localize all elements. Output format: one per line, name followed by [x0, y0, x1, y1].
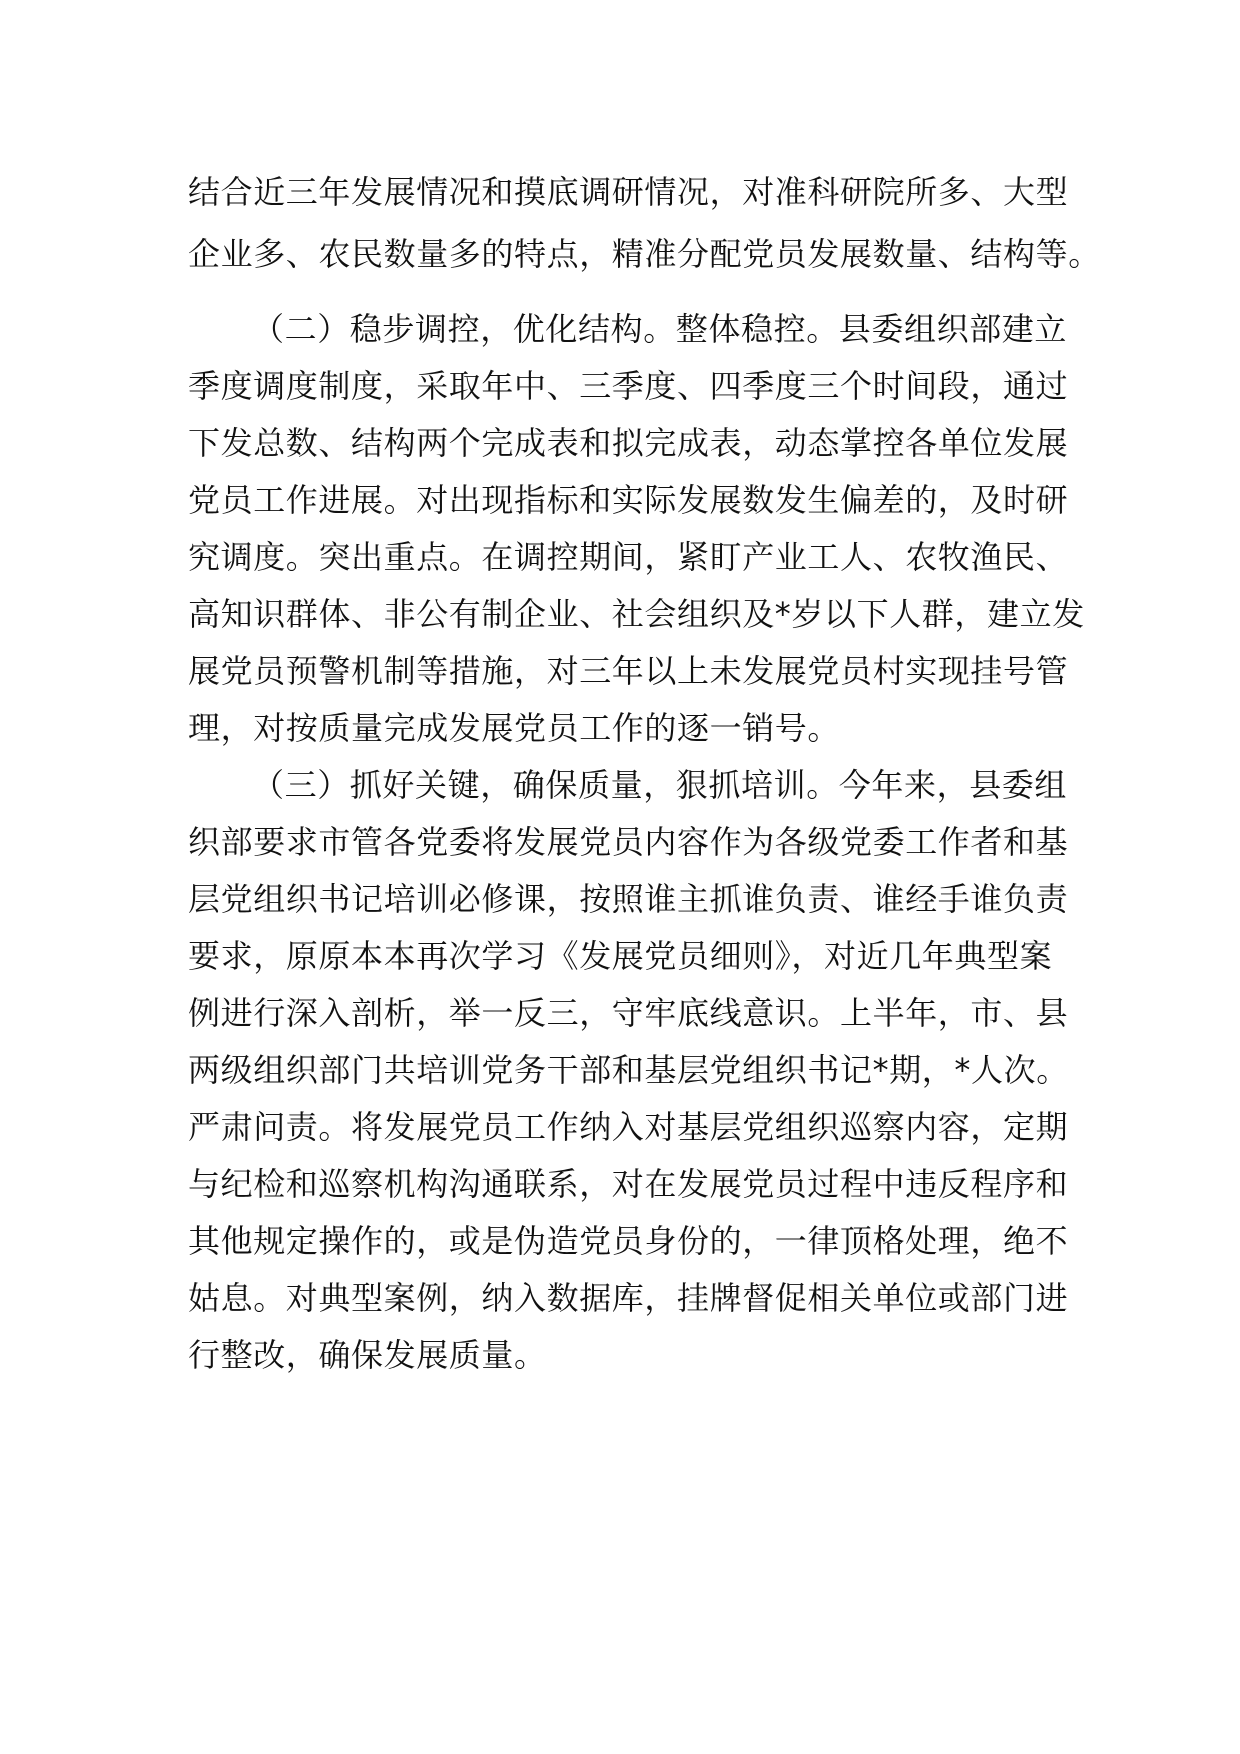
- text-line: 层党组织书记培训必修课，按照谁主抓谁负责、谁经手谁负责: [188, 880, 1069, 918]
- text-line: 严肃问责。将发展党员工作纳入对基层党组织巡察内容，定期: [188, 1108, 1069, 1146]
- text-line: 党员工作进展。对出现指标和实际发展数发生偏差的，及时研: [188, 481, 1069, 519]
- text-line: 姑息。对典型案例，纳入数据库，挂牌督促相关单位或部门进: [188, 1279, 1069, 1317]
- text-line: 企业多、农民数量多的特点，精准分配党员发展数量、结构等。: [188, 235, 1101, 273]
- text-line: 结合近三年发展情况和摸底调研情况，对准科研院所多、大型: [188, 173, 1069, 211]
- text-line: 要求，原原本本再次学习《发展党员细则》，对近几年典型案: [188, 937, 1053, 975]
- text-line: 例进行深入剖析，举一反三，守牢底线意识。上半年，市、县: [188, 994, 1069, 1032]
- text-line: 两级组织部门共培训党务干部和基层党组织书记*期，*人次。: [188, 1051, 1069, 1089]
- text-line: 究调度。突出重点。在调控期间，紧盯产业工人、农牧渔民、: [188, 538, 1069, 576]
- text-line: 织部要求市管各党委将发展党员内容作为各级党委工作者和基: [188, 823, 1069, 861]
- text-line: 高知识群体、非公有制企业、社会组织及*岁以下人群，建立发: [188, 595, 1085, 633]
- text-line: 下发总数、结构两个完成表和拟完成表，动态掌控各单位发展: [188, 424, 1069, 462]
- text-line: 展党员预警机制等措施，对三年以上未发展党员村实现挂号管: [188, 652, 1069, 690]
- paragraph-2-heading-line: （二）稳步调控，优化结构。整体稳控。县委组织部建立: [252, 310, 1068, 348]
- text-line: 季度调度制度，采取年中、三季度、四季度三个时间段，通过: [188, 367, 1069, 405]
- text-line: 与纪检和巡察机构沟通联系，对在发展党员过程中违反程序和: [188, 1165, 1069, 1203]
- paragraph-3-heading-line: （三）抓好关键，确保质量，狠抓培训。今年来，县委组: [252, 766, 1068, 804]
- text-line: 理，对按质量完成发展党员工作的逐一销号。: [188, 709, 841, 747]
- text-line: 其他规定操作的，或是伪造党员身份的，一律顶格处理，绝不: [188, 1222, 1069, 1260]
- text-line: 行整改，确保发展质量。: [188, 1336, 547, 1374]
